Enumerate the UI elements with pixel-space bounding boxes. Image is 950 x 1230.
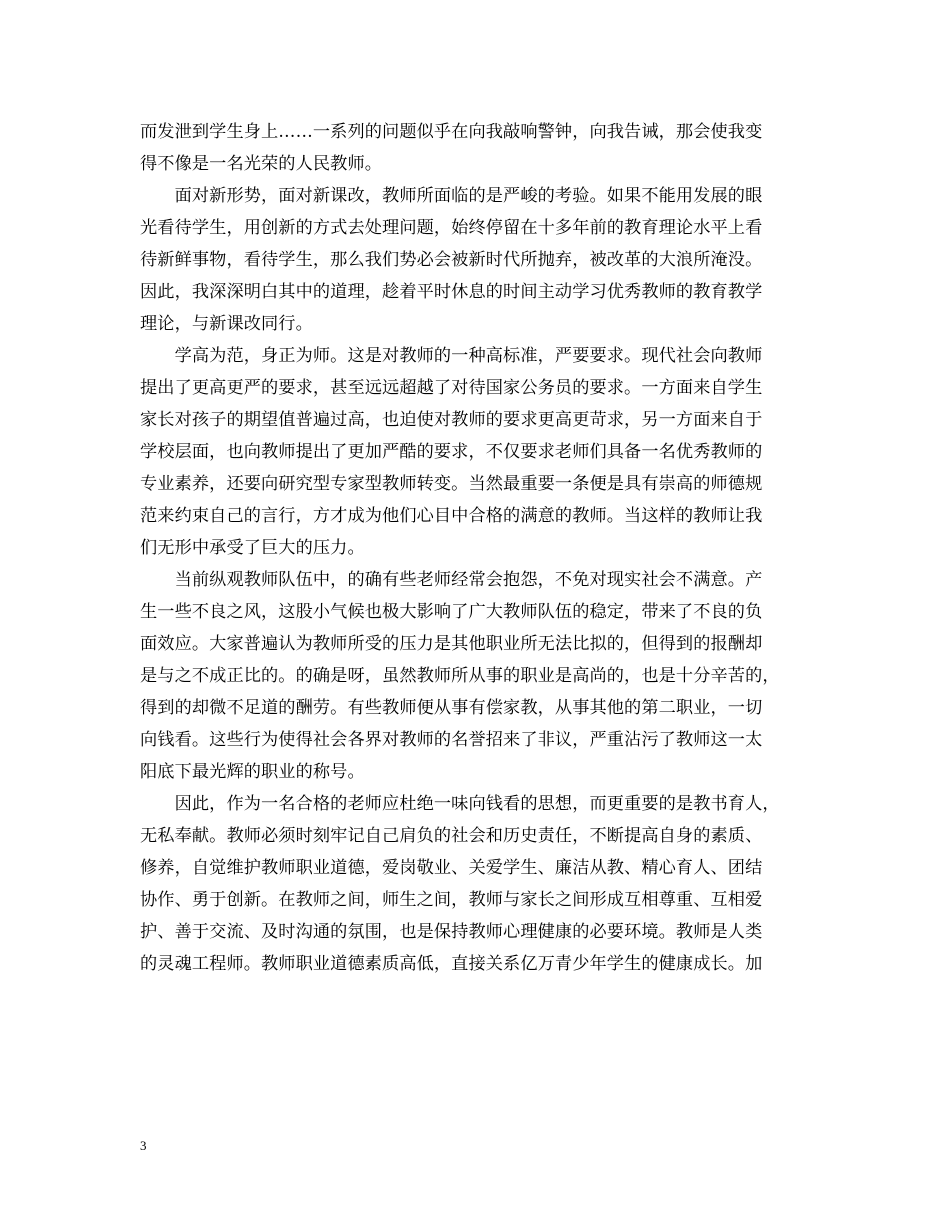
text-line: 而发泄到学生身上……一系列的问题似乎在向我敲响警钟，向我告诫，那会使我变 — [140, 122, 763, 142]
text-line: 无私奉献。教师必须时刻牢记自己肩负的社会和历史责任，不断提高自身的素质、 — [140, 826, 763, 846]
text-line: 护、善于交流、及时沟通的氛围，也是保持教师心理健康的必要环境。教师是人类 — [140, 922, 763, 942]
text-line: 提出了更高更严的要求，甚至远远超越了对待国家公务员的要求。一方面来自学生 — [140, 378, 763, 398]
text-line: 得不像是一名光荣的人民教师。 — [140, 154, 383, 174]
text-line: 是与之不成正比的。的确是呀，虽然教师所从事的职业是高尚的，也是十分辛苦的， — [140, 666, 780, 686]
text-line: 面效应。大家普遍认为教师所受的压力是其他职业所无法比拟的，但得到的报酬却 — [140, 634, 763, 654]
text-line: 协作、勇于创新。在教师之间，师生之间，教师与家长之间形成互相尊重、互相爱 — [140, 890, 763, 910]
text-line: 的灵魂工程师。教师职业道德素质高低，直接关系亿万青少年学生的健康成长。加 — [140, 954, 763, 974]
text-line: 因此，作为一名合格的老师应杜绝一味向钱看的思想，而更重要的是教书育人， — [140, 794, 780, 814]
text-line: 向钱看。这些行为使得社会各界对教师的名誉招来了非议，严重沾污了教师这一太 — [140, 730, 763, 750]
text-line: 生一些不良之风，这股小气候也极大影响了广大教师队伍的稳定，带来了不良的负 — [140, 602, 763, 622]
text-line: 学高为范，身正为师。这是对教师的一种高标准，严要要求。现代社会向教师 — [140, 346, 763, 366]
text-line: 专业素养，还要向研究型专家型教师转变。当然最重要一条便是具有崇高的师德规 — [140, 474, 763, 494]
body-text — [140, 116, 810, 980]
text-line: 范来约束自己的言行，方才成为他们心目中合格的满意的教师。当这样的教师让我 — [140, 506, 763, 526]
text-line: 们无形中承受了巨大的压力。 — [140, 538, 365, 558]
text-line: 得到的却微不足道的酬劳。有些教师便从事有偿家教，从事其他的第二职业，一切 — [140, 698, 763, 718]
page-number: 3 — [140, 1138, 147, 1153]
text-line: 阳底下最光辉的职业的称号。 — [140, 762, 365, 782]
text-line: 学校层面，也向教师提出了更加严酷的要求，不仅要求老师们具备一名优秀教师的 — [140, 442, 763, 462]
text-line: 待新鲜事物，看待学生，那么我们势必会被新时代所抛弃，被改革的大浪所淹没。 — [140, 250, 763, 270]
text-line: 家长对孩子的期望值普遍过高，也迫使对教师的要求更高更苛求，另一方面来自于 — [140, 410, 763, 430]
text-line: 面对新形势，面对新课改，教师所面临的是严峻的考验。如果不能用发展的眼 — [140, 186, 763, 206]
text-line: 理论，与新课改同行。 — [140, 314, 313, 334]
text-line: 修养，自觉维护教师职业道德，爱岗敬业、关爱学生、廉洁从教、精心育人、团结 — [140, 858, 763, 878]
text-line: 当前纵观教师队伍中，的确有些老师经常会抱怨，不免对现实社会不满意。产 — [140, 570, 763, 590]
text-line: 光看待学生，用创新的方式去处理问题，始终停留在十多年前的教育理论水平上看 — [140, 218, 763, 238]
text-line: 因此，我深深明白其中的道理，趁着平时休息的时间主动学习优秀教师的教育教学 — [140, 282, 763, 302]
